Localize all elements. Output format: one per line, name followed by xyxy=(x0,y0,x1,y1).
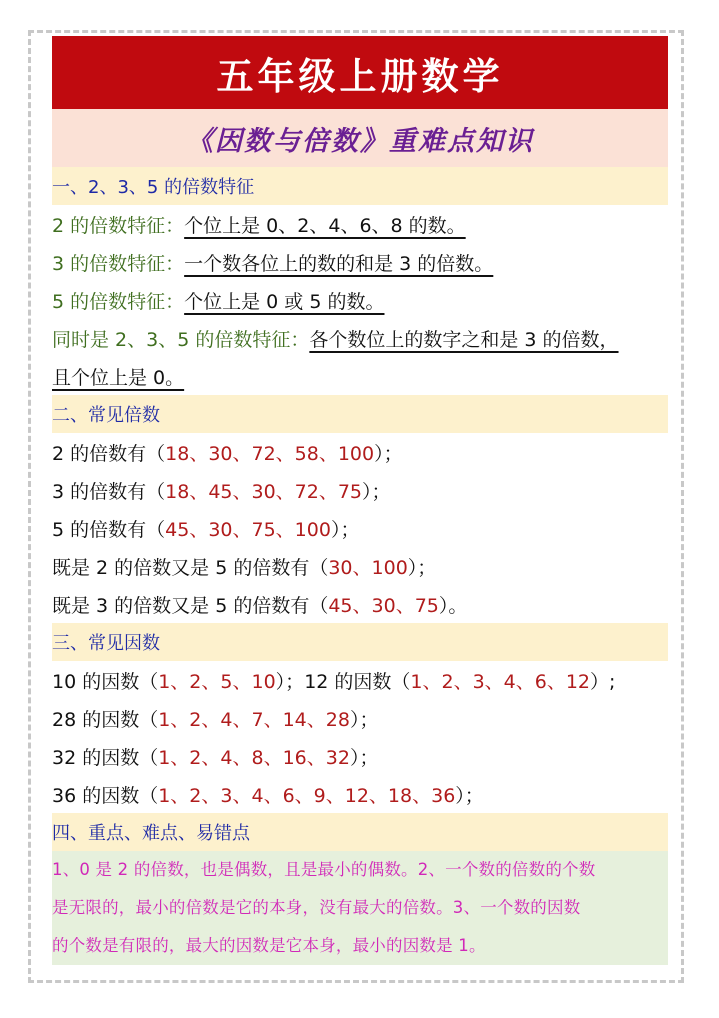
multiples-row xyxy=(52,547,668,585)
row-values: 1、2、3、4、6、9、12、18、36 xyxy=(158,784,456,807)
multiples-row xyxy=(52,585,668,623)
row-prefix: 既是 2 的倍数又是 5 的倍数有（ xyxy=(52,556,329,579)
section-heading-multiples-traits: 一、2、3、5 的倍数特征 xyxy=(52,167,668,205)
row-prefix: 28 的因数（ xyxy=(52,708,159,731)
row-suffix: ）； xyxy=(275,670,305,693)
row-prefix: 10 的因数（ xyxy=(52,670,159,693)
section-heading-key-points: 四、重点、难点、易错点 xyxy=(52,813,668,851)
rule-label: 同时是 2、3、5 的倍数特征： xyxy=(52,328,310,351)
section-heading-common-multiples: 二、常见倍数 xyxy=(52,395,668,433)
note-line: 的个数是有限的，最大的因数是它本身，最小的因数是 1。 xyxy=(52,936,486,955)
factors-row xyxy=(52,775,668,813)
rule-row xyxy=(52,243,668,281)
row-values: 18、45、30、72、75 xyxy=(165,480,363,503)
row-suffix: ）； xyxy=(349,746,379,769)
row-values: 1、2、4、8、16、32 xyxy=(158,746,350,769)
row-values: 45、30、75 xyxy=(328,594,439,617)
row-values: 45、30、75、100 xyxy=(165,518,331,541)
page-title: 五年级上册数学 xyxy=(52,36,668,109)
multiples-row xyxy=(52,509,668,547)
rule-label: 3 的倍数特征： xyxy=(52,252,185,275)
row-values: 1、2、3、4、6、12 xyxy=(410,670,591,693)
key-points-note xyxy=(52,851,668,965)
rule-text: 个位上是 0 或 5 的数。 xyxy=(184,290,385,313)
rule-text: 且个位上是 0。 xyxy=(52,366,185,389)
factors-row xyxy=(52,661,668,699)
rule-text: 各个数位上的数字之和是 3 的倍数， xyxy=(309,328,619,351)
rule-row xyxy=(52,281,668,319)
row-suffix: ）； xyxy=(349,708,379,731)
row-values: 30、100 xyxy=(328,556,408,579)
row-suffix: ）； xyxy=(455,784,484,807)
row-prefix: 既是 3 的倍数又是 5 的倍数有（ xyxy=(52,594,329,617)
rule-row-continued xyxy=(52,357,668,395)
row-prefix: 12 的因数（ xyxy=(304,670,411,693)
rule-row xyxy=(52,319,668,357)
row-prefix: 5 的倍数有（ xyxy=(52,518,166,541)
multiples-row xyxy=(52,433,668,471)
row-suffix: ）； xyxy=(374,442,403,465)
note-line: 是无限的，最小的倍数是它的本身，没有最大的倍数。3、一个数的因数 xyxy=(52,898,581,917)
row-suffix: ）; xyxy=(590,670,616,693)
row-prefix: 2 的倍数有（ xyxy=(52,442,166,465)
document-content xyxy=(52,36,668,965)
row-values: 18、30、72、58、100 xyxy=(165,442,375,465)
factors-row xyxy=(52,737,668,775)
row-values: 1、2、4、7、14、28 xyxy=(158,708,350,731)
row-suffix: ）； xyxy=(330,518,360,541)
note-line: 1、0 是 2 的倍数，也是偶数，且是最小的偶数。2、一个数的倍数的个数 xyxy=(52,860,596,879)
multiples-row xyxy=(52,471,668,509)
row-suffix: ）； xyxy=(407,556,437,579)
row-values: 1、2、5、10 xyxy=(158,670,276,693)
rule-label: 5 的倍数特征： xyxy=(52,290,185,313)
rule-row xyxy=(52,205,668,243)
rule-label: 2 的倍数特征： xyxy=(52,214,185,237)
row-prefix: 3 的倍数有（ xyxy=(52,480,166,503)
factors-row xyxy=(52,699,668,737)
row-prefix: 36 的因数（ xyxy=(52,784,159,807)
row-suffix: ）； xyxy=(362,480,391,503)
section-heading-common-factors: 三、常见因数 xyxy=(52,623,668,661)
rule-text: 一个数各位上的数的和是 3 的倍数。 xyxy=(184,252,494,275)
rule-text: 个位上是 0、2、4、6、8 的数。 xyxy=(184,214,466,237)
row-suffix: ）。 xyxy=(438,594,468,617)
page-subtitle: 《因数与倍数》重难点知识 xyxy=(52,109,668,167)
row-prefix: 32 的因数（ xyxy=(52,746,159,769)
